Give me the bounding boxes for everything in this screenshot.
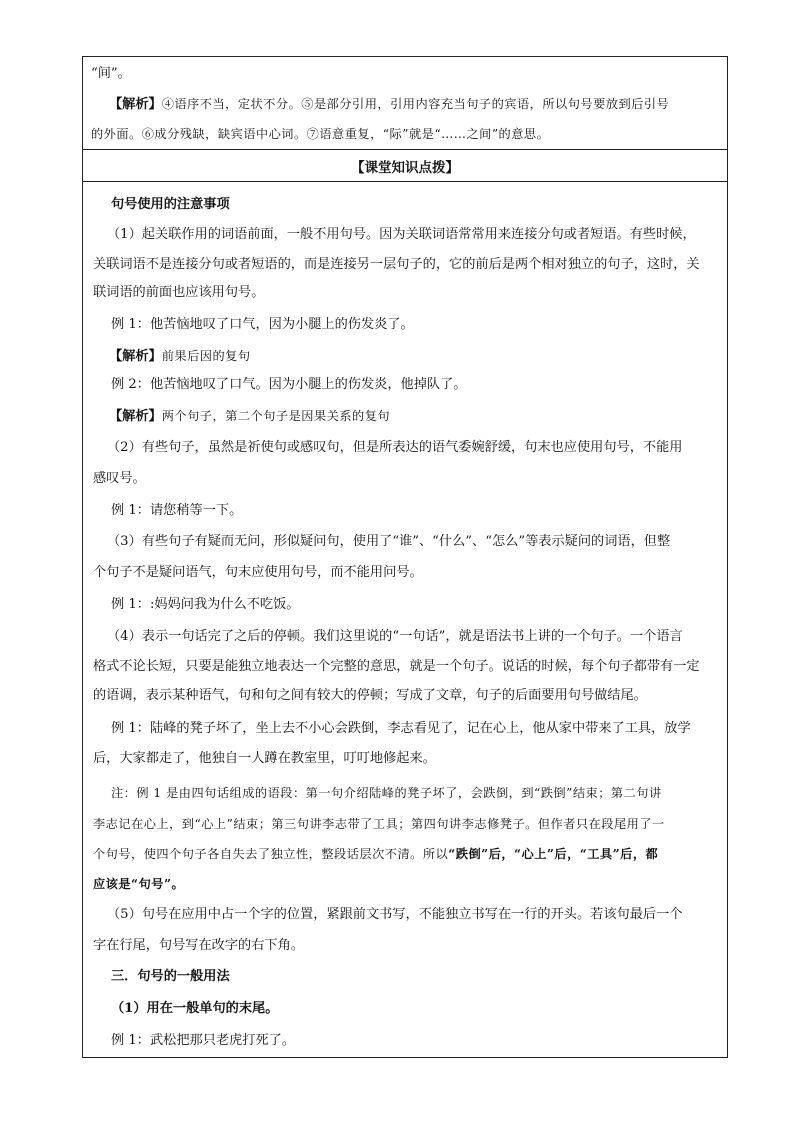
example-line: 例 1：陆峰的凳子坏了，坐上去不小心会跌倒，李志看见了，记在心上，他从家中带来了工具，放学 bbox=[111, 721, 691, 736]
paragraph-line: （1）起关联作用的词语前面，一般不用句号。因为关联词语常常用来连接分句或者短语。有些时候， bbox=[107, 227, 696, 242]
note-line: 个句号，使四个句子各自失去了独立性，整段话层次不清。所以“跌倒”后，“心上”后，“工具”后，都 bbox=[93, 847, 659, 861]
paragraph-line: 的语调，表示某种语气，句和句之间有较大的停顿；写成了文章，句子的后面要用句号做结尾。 bbox=[93, 688, 647, 703]
prev-line-2: 【解析】④语序不当，定状不分。⑤是部分引用，引用内容充当句子的宾语，所以句号要放到后引号 bbox=[109, 97, 670, 112]
analysis-line: 【解析】前果后因的复句 bbox=[109, 349, 251, 364]
example-line: 例 1：武松把那只老虎打死了。 bbox=[111, 1033, 296, 1048]
analysis-line: 【解析】两个句子，第二个句子是因果关系的复句 bbox=[109, 409, 391, 424]
paragraph-line: （3）有些句子有疑而无问，形似疑问句，使用了“谁”、“什么”、“怎么”等表示疑问的词语，但整 bbox=[107, 534, 671, 549]
paragraph-line: 联词语的前面也应该用句号。 bbox=[93, 285, 265, 300]
example-line: 例 1：:妈妈问我为什么不吃饭。 bbox=[111, 597, 300, 612]
row-divider bbox=[83, 181, 727, 182]
paragraph-line: 个句子不是疑问语气，句末应使用句号，而不能用问号。 bbox=[93, 565, 423, 580]
example-line: 例 1：请您稍等一下。 bbox=[111, 503, 243, 518]
note-line: 注：例 1 是由四句话组成的语段：第一句介绍陆峰的凳子坏了，会跌倒，到“跌倒”结束；第二句讲 bbox=[111, 786, 662, 800]
paragraph-line: 感叹号。 bbox=[93, 471, 146, 486]
paragraph-line: 关联词语不是连接分句或者短语的，而是连接另一层句子的，它的前后是两个相对独立的句子，这时，关 bbox=[93, 257, 700, 272]
example-line: 后，大家都走了，他独自一人蹲在教室里，叮叮地修起来。 bbox=[93, 751, 436, 766]
note-line: 应该是“句号”。 bbox=[93, 877, 185, 891]
prev-line-1: “间”。 bbox=[91, 66, 131, 81]
paragraph-line: （5）句号在应用中占一个字的位置，紧跟前文书写，不能独立书写在一行的开头。若该句最后一个 bbox=[107, 907, 683, 922]
example-line: 例 1：他苦恼地叹了口气，因为小腿上的伤发炎了。 bbox=[111, 317, 414, 332]
subsection-heading: （1）用在一般单句的末尾。 bbox=[111, 1001, 279, 1016]
paragraph-line: （4）表示一句话完了之后的停顿。我们这里说的“一句话”，就是语法书上讲的一个句子。一个语言 bbox=[107, 629, 683, 644]
paragraph-line: （2）有些句子，虽然是祈使句或感叹句，但是所表达的语气委婉舒缓，句末也应使用句号，不能用 bbox=[107, 440, 683, 455]
paragraph-line: 格式不论长短，只要是能独立地表达一个完整的意思，就是一个句子。说话的时候，每个句子都带有一定 bbox=[93, 659, 700, 674]
example-line: 例 2：他苦恼地叹了口气。因为小腿上的伤发炎，他掉队了。 bbox=[111, 377, 467, 392]
section-header: 【课堂知识点拨】 bbox=[351, 160, 459, 176]
row-divider bbox=[83, 149, 727, 150]
paragraph-line: 字在行尾，句号写在改字的右下角。 bbox=[93, 938, 304, 953]
section-heading: 三．句号的一般用法 bbox=[111, 969, 230, 984]
note-line: 李志记在心上，到“心上”结束；第三句讲李志带了工具；第四句讲李志修凳子。但作者只在段尾用了一 bbox=[93, 817, 665, 831]
document-table bbox=[82, 56, 728, 1058]
prev-line-3: 的外面。⑥成分残缺，缺宾语中心词。⑦语意重复，“际”就是“……之间”的意思。 bbox=[91, 127, 550, 141]
content-title: 句号使用的注意事项 bbox=[111, 197, 230, 212]
